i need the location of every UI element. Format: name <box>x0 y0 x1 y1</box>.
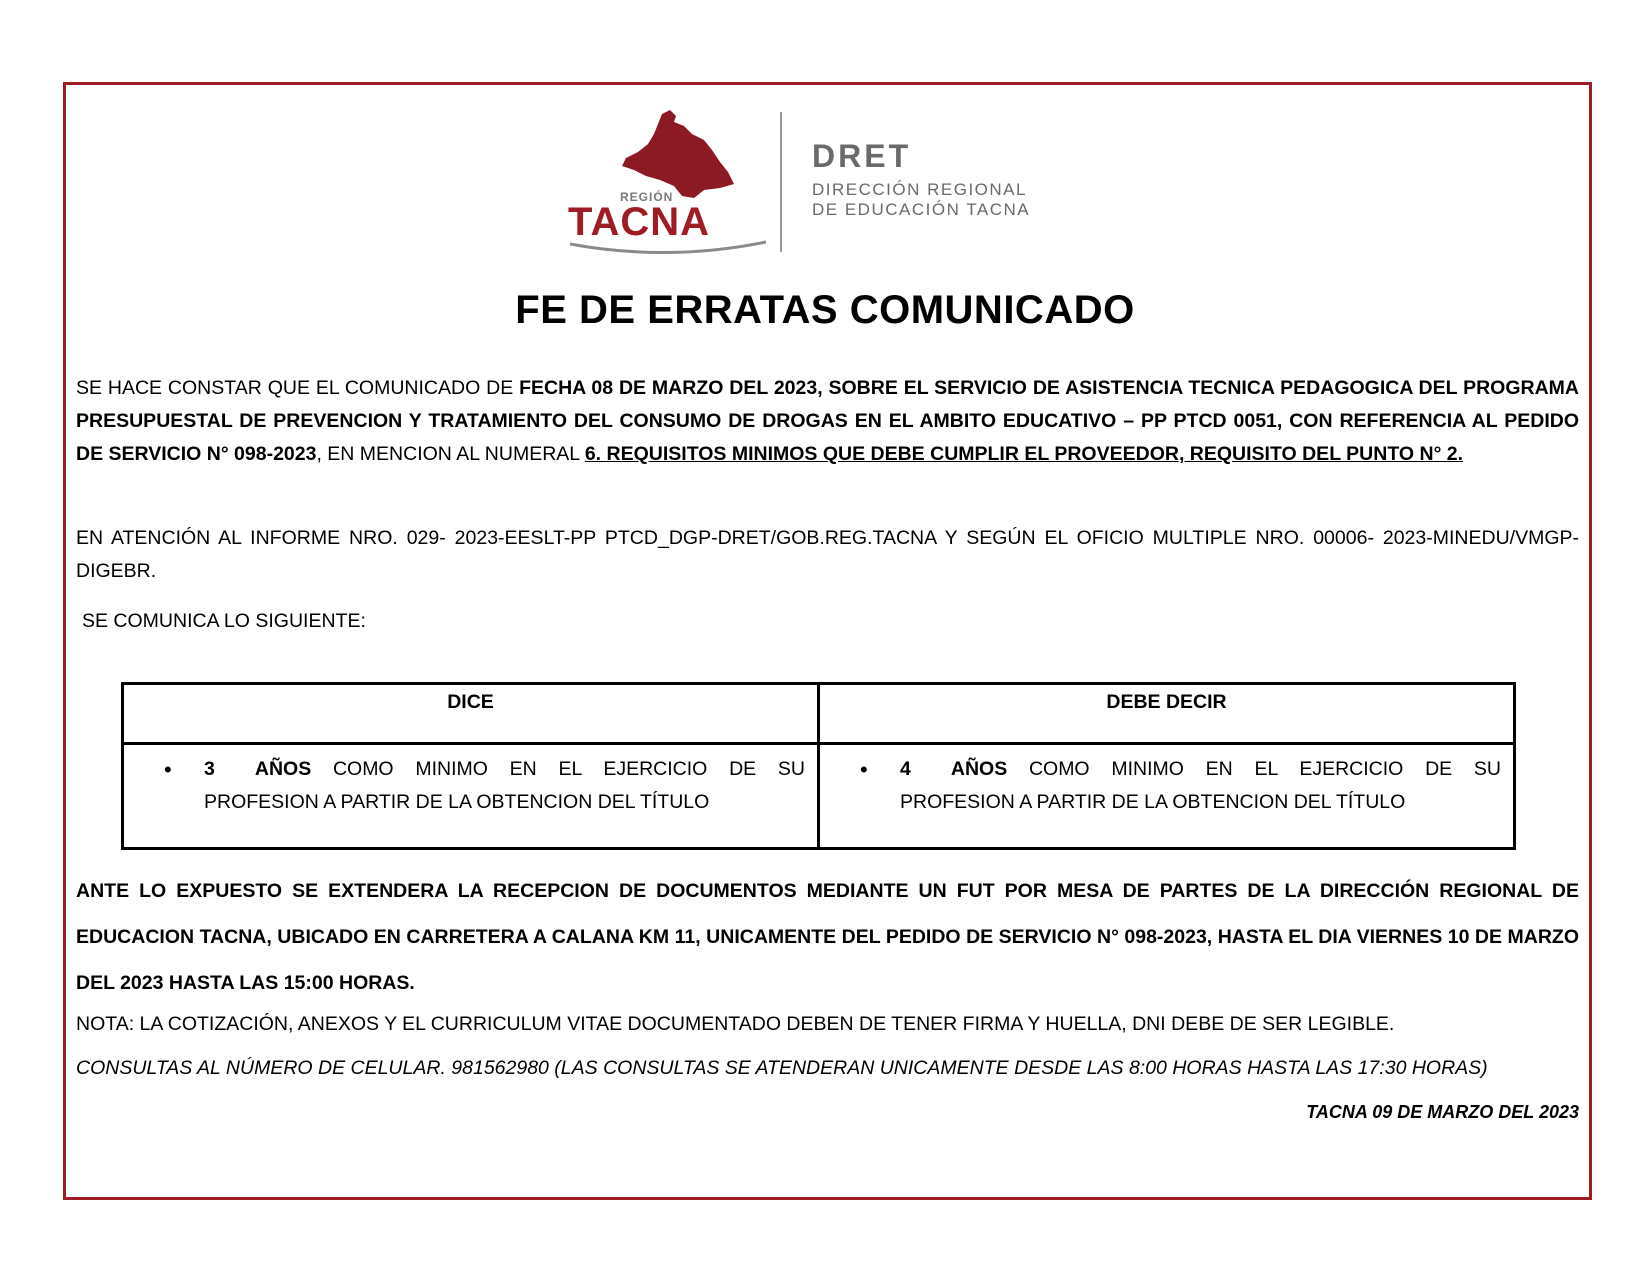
paragraph-communicate: SE COMUNICA LO SIGUIENTE: <box>82 610 366 632</box>
errata-table <box>121 682 1516 850</box>
intro-text-d: 6. REQUISITOS MINIMOS QUE DEBE CUMPLIR EL PROVEEDOR, REQUISITO DEL PUNTO N° 2. <box>584 443 1464 465</box>
debe-decir-years-word: AÑOS <box>950 758 1008 780</box>
logo-dret-line1: DIRECCIÓN REGIONAL <box>812 180 1027 199</box>
table-cell-dice <box>123 744 819 849</box>
bullet-icon: • <box>860 757 868 782</box>
bullet-icon: • <box>164 757 172 782</box>
debe-decir-text: COMO MINIMO EN EL EJERCICIO DE SU PROFESION A PARTIR DE LA OBTENCION DEL TÍTULO <box>900 758 1501 813</box>
table-header-dice: DICE <box>123 684 819 744</box>
logo-tacna-text: TACNA <box>568 200 711 244</box>
logo-region-text: REGIÓN <box>620 190 674 204</box>
intro-text-c: , EN MENCION AL NUMERAL <box>316 443 585 465</box>
logo-dret-line2: DE EDUCACIÓN TACNA <box>812 200 1031 219</box>
dice-text: COMO MINIMO EN EL EJERCICIO DE SU PROFESION A PARTIR DE LA OBTENCION DEL TÍTULO <box>204 758 805 813</box>
dice-years-number: 3 <box>204 758 215 780</box>
header-logo <box>560 100 1080 260</box>
paragraph-attention: EN ATENCIÓN AL INFORME NRO. 029- 2023-EESLT-PP PTCD_DGP-DRET/GOB.REG.TACNA Y SEGÚN EL OFICIO MULTIPLE NRO. 00006- 2023-MINEDU/VMGP-DIGEBR. <box>76 527 1579 582</box>
debe-decir-years-number: 4 <box>900 758 911 780</box>
table-header-debe-decir: DEBE DECIR <box>819 684 1515 744</box>
logo-swoosh-icon <box>568 240 768 260</box>
logo-dret-text: DRET <box>812 138 912 174</box>
dice-years-word: AÑOS <box>254 758 312 780</box>
paragraph-note: NOTA: LA COTIZACIÓN, ANEXOS Y EL CURRICULUM VITAE DOCUMENTADO DEBEN DE TENER FIRMA Y HUELLA, DNI DEBE DE SER LEGIBLE. <box>76 1013 1395 1035</box>
document-title: FE DE ERRATAS COMUNICADO <box>515 288 1135 332</box>
paragraph-consultas: CONSULTAS AL NÚMERO DE CELULAR. 981562980 (LAS CONSULTAS SE ATENDERAN UNICAMENTE DESDE LAS 8:00 HORAS HASTA LAS 17:30 HORAS) <box>76 1057 1488 1079</box>
intro-text-b: FECHA 08 DE MARZO DEL 2023, SOBRE EL SERVICIO DE ASISTENCIA TECNICA PEDAGOGICA DEL PROGRAMA PRESUPUESTAL DE PREVENCION Y TRATAMIENTO DEL CONSUMO DE DROGAS EN EL AMBITO EDUCATIVO – PP PTCD 0051, CON REFERENCIA AL PEDIDO DE SERVICIO N° 098-2023 <box>76 377 1579 465</box>
paragraph-extension: ANTE LO EXPUESTO SE EXTENDERA LA RECEPCION DE DOCUMENTOS MEDIANTE UN FUT POR MESA DE PARTES DE LA DIRECCIÓN REGIONAL DE EDUCACION TACNA, UBICADO EN CARRETERA A CALANA KM 11, UNICAMENTE DEL PEDIDO DE SERVICIO N° 098-2023, HASTA EL DIA VIERNES 10 DE MARZO DEL 2023 HASTA LAS 15:00 HORAS. <box>76 880 1579 994</box>
document-date: TACNA 09 DE MARZO DEL 2023 <box>1306 1102 1579 1122</box>
table-cell-debe-decir <box>819 744 1515 849</box>
intro-text-a: SE HACE CONSTAR QUE EL COMUNICADO DE <box>76 377 520 399</box>
logo-divider <box>780 112 782 252</box>
paragraph-intro <box>76 372 1579 471</box>
